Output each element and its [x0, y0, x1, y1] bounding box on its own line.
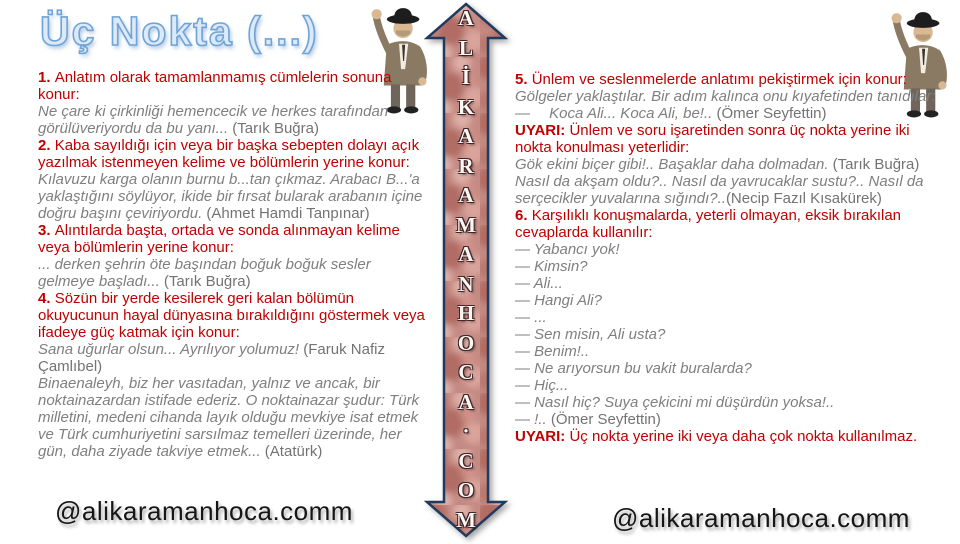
rule-paragraph — [515, 275, 943, 292]
rule-paragraph — [515, 326, 943, 343]
arrow-letter: R — [458, 153, 474, 178]
text-run: Nasıl da akşam oldu?.. Nasıl da yavrucaklar sustu?.. Nasıl da serçecikler yuvalarına sığındı?.. — [515, 173, 924, 207]
arrow-letter: İ — [461, 65, 471, 90]
text-run: Gölgeler yaklaştılar. Bir adım kalınca onu kıyafetinden tanıdılar: — [515, 88, 936, 105]
text-run: (Atatürk) — [260, 443, 323, 460]
arrow-letter: M — [456, 212, 476, 237]
arrow-letter: H — [457, 301, 475, 326]
rule-paragraph — [38, 69, 430, 103]
rule-paragraph — [38, 290, 430, 341]
text-run: Üç nokta yerine iki veya daha çok nokta kullanılmaz. — [569, 428, 918, 445]
text-run: (Ahmet Hamdi Tanpınar) — [202, 205, 370, 222]
vertical-arrow-banner — [424, 1, 508, 539]
text-run: — Sen misin, Ali usta? — [515, 326, 666, 343]
social-handle-right: @alikaramanhoca.comm — [612, 503, 910, 533]
arrow-letter: O — [457, 478, 475, 503]
arrow-letter: C — [458, 360, 474, 385]
text-run: — Kimsin? — [515, 258, 588, 275]
text-run: (Ömer Seyfettin) — [546, 411, 661, 428]
arrow-vertical-text — [424, 8, 508, 531]
rule-paragraph — [515, 156, 943, 173]
rule-paragraph — [38, 103, 430, 137]
page-title: Üç Nokta (...) — [40, 8, 319, 54]
arrow-letter: A — [458, 389, 474, 414]
rule-paragraph — [515, 105, 943, 122]
arrow-letter: O — [457, 330, 475, 355]
text-run: UYARI: — [515, 122, 570, 139]
text-run: — Benim!.. — [515, 343, 590, 360]
text-run: Ünlem ve soru işaretinden sonra üç nokta yerine iki nokta konulması yeterlidir: — [515, 122, 910, 156]
rule-paragraph — [515, 122, 943, 156]
text-run: — Ali... — [515, 275, 563, 292]
rule-paragraph — [515, 360, 943, 377]
arrow-letter: A — [458, 6, 474, 30]
text-run: — Yabancı yok! — [515, 241, 620, 258]
rule-paragraph — [515, 241, 943, 258]
rule-paragraph — [515, 309, 943, 326]
text-run: — Hiç... — [515, 377, 569, 394]
text-run: — Nasıl hiç? Suya çekicini mi düşürdün yoksa!.. — [515, 394, 835, 411]
text-run: Binaenaleyh, biz her vasıtadan, yalnız ve ancak, bir noktainazardan istifade ederiz. O noktainazar şudur: Türk milletini, medeni cihanda layık olduğu mevkiye isat etmek ve Türk cumhuriyetini sarsılmaz temelleri üzerinde, her gün, daha ziyade takviye etmek... — [38, 375, 420, 460]
text-run: (Faruk Nafiz Çamlıbel) — [38, 341, 385, 375]
text-run: Sözün bir yerde kesilerek geri kalan bölümün okuyucunun hayal dünyasına bırakıldığını göstermek veya ifadeye güç katmak için konur: — [38, 290, 425, 341]
text-run: (Tarık Buğra) — [228, 120, 319, 137]
text-run: Sana uğurlar olsun... Ayrılıyor yolumuz! — [38, 341, 300, 358]
rule-paragraph — [38, 341, 430, 375]
text-run: — Hangi Ali? — [515, 292, 602, 309]
text-run: 4. — [38, 290, 55, 307]
text-run: Karşılıklı konuşmalarda, yeterli olmayan, eksik bırakılan cevaplarda kullanılır: — [515, 207, 902, 241]
text-run: Anlatım olarak tamamlanmamış cümlelerin sonuna konur: — [38, 69, 392, 103]
rule-paragraph — [515, 411, 943, 428]
text-run: Ünlem ve seslenmelerde anlatımı pekiştirmek için konur: — [531, 71, 907, 88]
rule-paragraph — [515, 258, 943, 275]
arrow-letter: · — [462, 419, 470, 444]
text-run: — !.. — [515, 411, 547, 428]
arrow-letter: C — [458, 448, 474, 473]
text-run: 1. — [38, 69, 55, 86]
arrow-letter: L — [458, 35, 473, 60]
text-run: (Tarık Buğra) — [159, 273, 251, 290]
arrow-letter: K — [457, 94, 475, 119]
rule-paragraph — [515, 292, 943, 309]
text-run: ... derken şehrin öte başından boğuk boğuk sesler gelmeye başladı... — [38, 256, 371, 290]
rule-paragraph — [515, 394, 943, 411]
arrow-letter: A — [458, 124, 474, 149]
arrow-letter: A — [458, 242, 474, 267]
text-run: — ... — [515, 309, 547, 326]
text-run: 6. — [515, 207, 532, 224]
text-run: Kılavuzu karga olanın burnu b...tan çıkmaz. Arabacı B...'a yaklaştığını söylüyor, ikide bir fırsat bularak arabanın içine doğru başını çeviriyordu. — [38, 171, 423, 222]
arrow-letter: A — [458, 183, 474, 208]
rule-paragraph — [38, 222, 430, 256]
rule-paragraph — [515, 71, 943, 88]
social-handle-left: @alikaramanhoca.comm — [55, 496, 353, 526]
text-run: Alıntılarda başta, ortada ve sonda alınmayan kelime veya bölümlerin yerine konur: — [38, 222, 400, 256]
rule-paragraph — [38, 256, 430, 290]
rule-paragraph — [38, 137, 430, 222]
rule-paragraph — [515, 428, 943, 445]
rules-column-left — [38, 69, 430, 460]
rule-paragraph — [515, 173, 943, 207]
text-run: UYARI: — [515, 428, 570, 445]
rule-paragraph — [515, 343, 943, 360]
rules-column-right — [515, 71, 943, 445]
text-run: 2. — [38, 137, 55, 154]
text-run: (Ömer Seyfettin) — [712, 105, 827, 122]
rule-paragraph — [515, 377, 943, 394]
text-run: (Necip Fazıl Kısakürek) — [725, 190, 882, 207]
text-run: Ne çare ki çirkinliği hemencecik ve herkes tarafından görülüveriyordu da bu yanı... — [38, 103, 389, 137]
text-run: Gök ekini biçer gibi!.. Başaklar daha dolmadan. — [515, 156, 829, 173]
text-run: Kaba sayıldığı için veya bir başka sebepten dolayı açık yazılmak istenmeyen kelime ve bölümlerin yerine konur: — [38, 137, 420, 171]
arrow-letter: M — [456, 507, 476, 532]
text-run: 3. — [38, 222, 55, 239]
text-run: (Tarık Buğra) — [828, 156, 920, 173]
text-run: — Ne arıyorsun bu vakit buralarda? — [515, 360, 752, 377]
rule-paragraph — [38, 375, 430, 460]
text-run: 5. — [515, 71, 532, 88]
text-run: — Koca Ali... Koca Ali, be!.. — [515, 105, 713, 122]
rule-paragraph — [515, 207, 943, 241]
arrow-letter: N — [458, 271, 474, 296]
rule-paragraph — [515, 88, 943, 105]
